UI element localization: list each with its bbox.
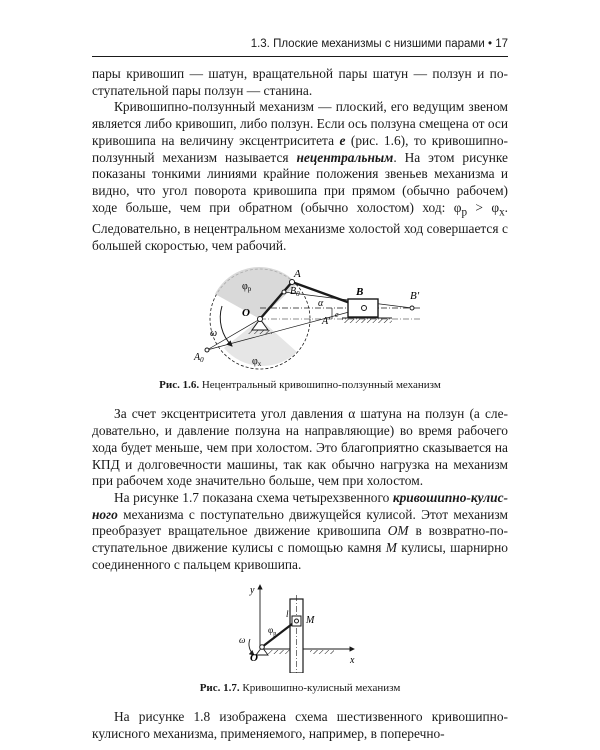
figure-1-7 [92, 581, 508, 673]
label-A0: $A_0$ [194, 352, 204, 365]
label-omega: ω [239, 635, 246, 646]
label-y: y [250, 585, 255, 597]
joint-M [295, 619, 299, 623]
joint-A0 [205, 348, 209, 352]
paragraph-3: За счет эксцентриситета угол давления α шатуна на ползун (а следовательно, и давление ползуна на направляющие) во время рабочего хода будет меньше, чем при холостом. Это благоприятно сказывается на КПД и долговечности машины, так как обычно нагрузка на механизм при рабочем ходе значительно больше, чем при холостом. [92, 406, 508, 489]
label-B0: $B_0$ [290, 286, 300, 299]
label-Bprime: B′ [410, 290, 420, 303]
joint-O [258, 317, 263, 322]
label-x: x [350, 655, 355, 667]
label-phi-x: $\varphi_х$ [252, 356, 262, 369]
figure-1-6-caption [92, 378, 508, 392]
label-Aprime: A′ [322, 316, 331, 328]
omega-arrow [220, 306, 232, 346]
page-content [92, 66, 508, 743]
ground-hatch-right [310, 650, 334, 654]
caption-text: Кривошипно-кулисный механизм [242, 682, 401, 695]
page-number: 17 [495, 38, 508, 50]
caption-text: Нецентральный кривошипно-ползунный механизм [201, 379, 441, 392]
label-O: O [242, 307, 250, 320]
paragraph-1: пары кривошип — шатун, вращательной пары шатун — ползун и поступательной пары ползун — станина. [92, 66, 508, 98]
label-omega: ω [210, 328, 218, 340]
pivot-hatch [248, 330, 272, 334]
header-bullet: • [487, 38, 492, 50]
section-title: 1.3. Плоские механизмы с низшими парами [250, 38, 485, 50]
caption-label: Рис. 1.6. [159, 379, 200, 392]
joint-Bprime [410, 306, 414, 310]
label-alpha: α [318, 298, 324, 310]
paragraph-4: На рисунке 1.7 показана схема четырехзвенного кривошипно-кулисного механизма с поступательно движущейся кулисой. Этот механизм преобразует вращательное движение кривошипа OM в возвратно-поступательное движение кулисы с помощью камня M кулисы, шарнирно соединенного с пальцем кривошипа. [92, 489, 508, 572]
label-O: O [250, 652, 258, 665]
crank-slotted-link-diagram [92, 581, 508, 673]
label-M: M [306, 615, 315, 627]
paragraph-5: На рисунке 1.8 изображена схема шестизвенного кривошипно-кулисного механизма, применяемого, например, в поперечно- [92, 709, 508, 742]
joint-O [260, 645, 265, 650]
label-phi-p: $\varphi_р$ [242, 281, 252, 294]
figure-1-6 [92, 264, 508, 370]
joint-B [362, 306, 367, 311]
ground-hatch-left [268, 650, 290, 654]
eccentricity-symbol: e [339, 132, 346, 148]
label-e: e [335, 310, 339, 320]
term-noncentral: нецентральным [296, 149, 394, 165]
figure-1-7-caption [92, 681, 508, 695]
guide-hatch [342, 319, 392, 323]
paragraph-2: Кривошипно-ползунный механизм — плоский, его ведущим звеном является либо кривошип, либо ползун. Если ось ползуна смещена от оси кривошипа на величину эксцентриситета e (рис. 1.6), то кривошипно-ползунный механизм называется нецентральным. На этом рисунке показаны тонкими линиями крайние положения звеньев механизма и видно, что угол поворота кривошипа при прямом (обычно рабочем) ходе больше, чем при обратном (обычно холостом) ход: $\varphi_р > \varphi_х$. Следовательно, в нецентральном механизме холостой ход совершается с большей скоростью, чем рабочий. [92, 99, 509, 253]
label-phi-p: $\varphi_р$ [268, 625, 277, 638]
slider-crank-diagram [92, 264, 508, 370]
label-A: A [294, 268, 301, 281]
caption-label: Рис. 1.7. [199, 682, 240, 695]
running-header [92, 36, 508, 57]
term-crank-rocker: кривошипно-кулисного [92, 489, 508, 522]
joint-B0 [282, 290, 286, 294]
label-B: B [356, 286, 364, 299]
label-l: l [286, 609, 289, 620]
joint-A [290, 280, 295, 285]
